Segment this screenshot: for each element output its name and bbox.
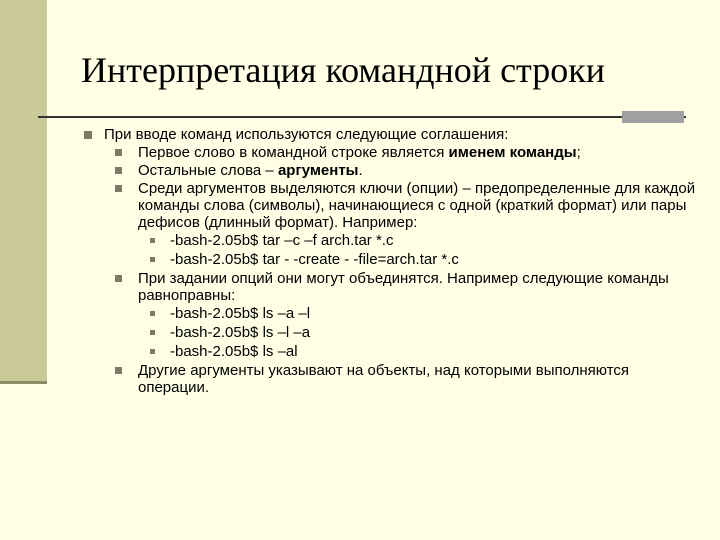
square-bullet-icon [115,275,122,282]
bullet-other-arguments [82,362,702,396]
example-command: -bash-2.05b$ tar –c –f arch.tar *.c [170,232,394,249]
example-item [82,324,702,341]
bullet-arguments [82,162,702,179]
example-command: -bash-2.05b$ ls –a –l [170,305,311,322]
point-text: Другие аргументы указывают на объекты, над которыми выполняются операции. [138,362,630,396]
slide-title: Интерпретация командной строки [81,50,605,90]
example-item [82,305,702,322]
bullet-options [82,180,702,231]
point-text-end: . [358,162,363,179]
bullet-intro [82,126,702,143]
square-bullet-icon [115,367,122,374]
point-text: Среди аргументов выделяются ключи (опции) – предопределенные для каждой команды слова (символы), начинающиеся с одной (краткий формат) или пары дефисов (длинный формат). Например: [138,180,696,231]
intro-text: При вводе команд используются следующие соглашения: [104,126,509,143]
point-text: Остальные слова – [138,162,278,179]
square-bullet-icon [84,131,92,139]
point-text-end: ; [576,144,581,161]
title-underline-accent [622,111,684,123]
example-item [82,232,702,249]
square-bullet-icon [150,257,155,262]
point-text: При задании опций они могут объединятся. Например следующие команды равноправны: [138,270,669,304]
example-command: -bash-2.05b$ ls –al [170,343,298,360]
square-bullet-icon [150,238,155,243]
bullet-command-name [82,144,702,161]
example-command: -bash-2.05b$ ls –l –a [170,324,311,341]
square-bullet-icon [115,149,122,156]
slide-content [82,126,702,397]
point-emphasis: аргументы [277,162,359,179]
left-decorative-band [0,0,47,384]
example-command: -bash-2.05b$ tar - -create - -file=arch.tar *.c [170,251,459,268]
title-underline [38,116,686,118]
square-bullet-icon [150,330,155,335]
square-bullet-icon [150,311,155,316]
square-bullet-icon [115,167,122,174]
point-text: Первое слово в командной строке является [138,144,449,161]
square-bullet-icon [150,349,155,354]
point-emphasis: именем команды [448,144,577,161]
left-decorative-rule [0,381,47,384]
example-item [82,251,702,268]
square-bullet-icon [115,185,122,192]
bullet-combined-options [82,270,702,304]
example-item [82,343,702,360]
